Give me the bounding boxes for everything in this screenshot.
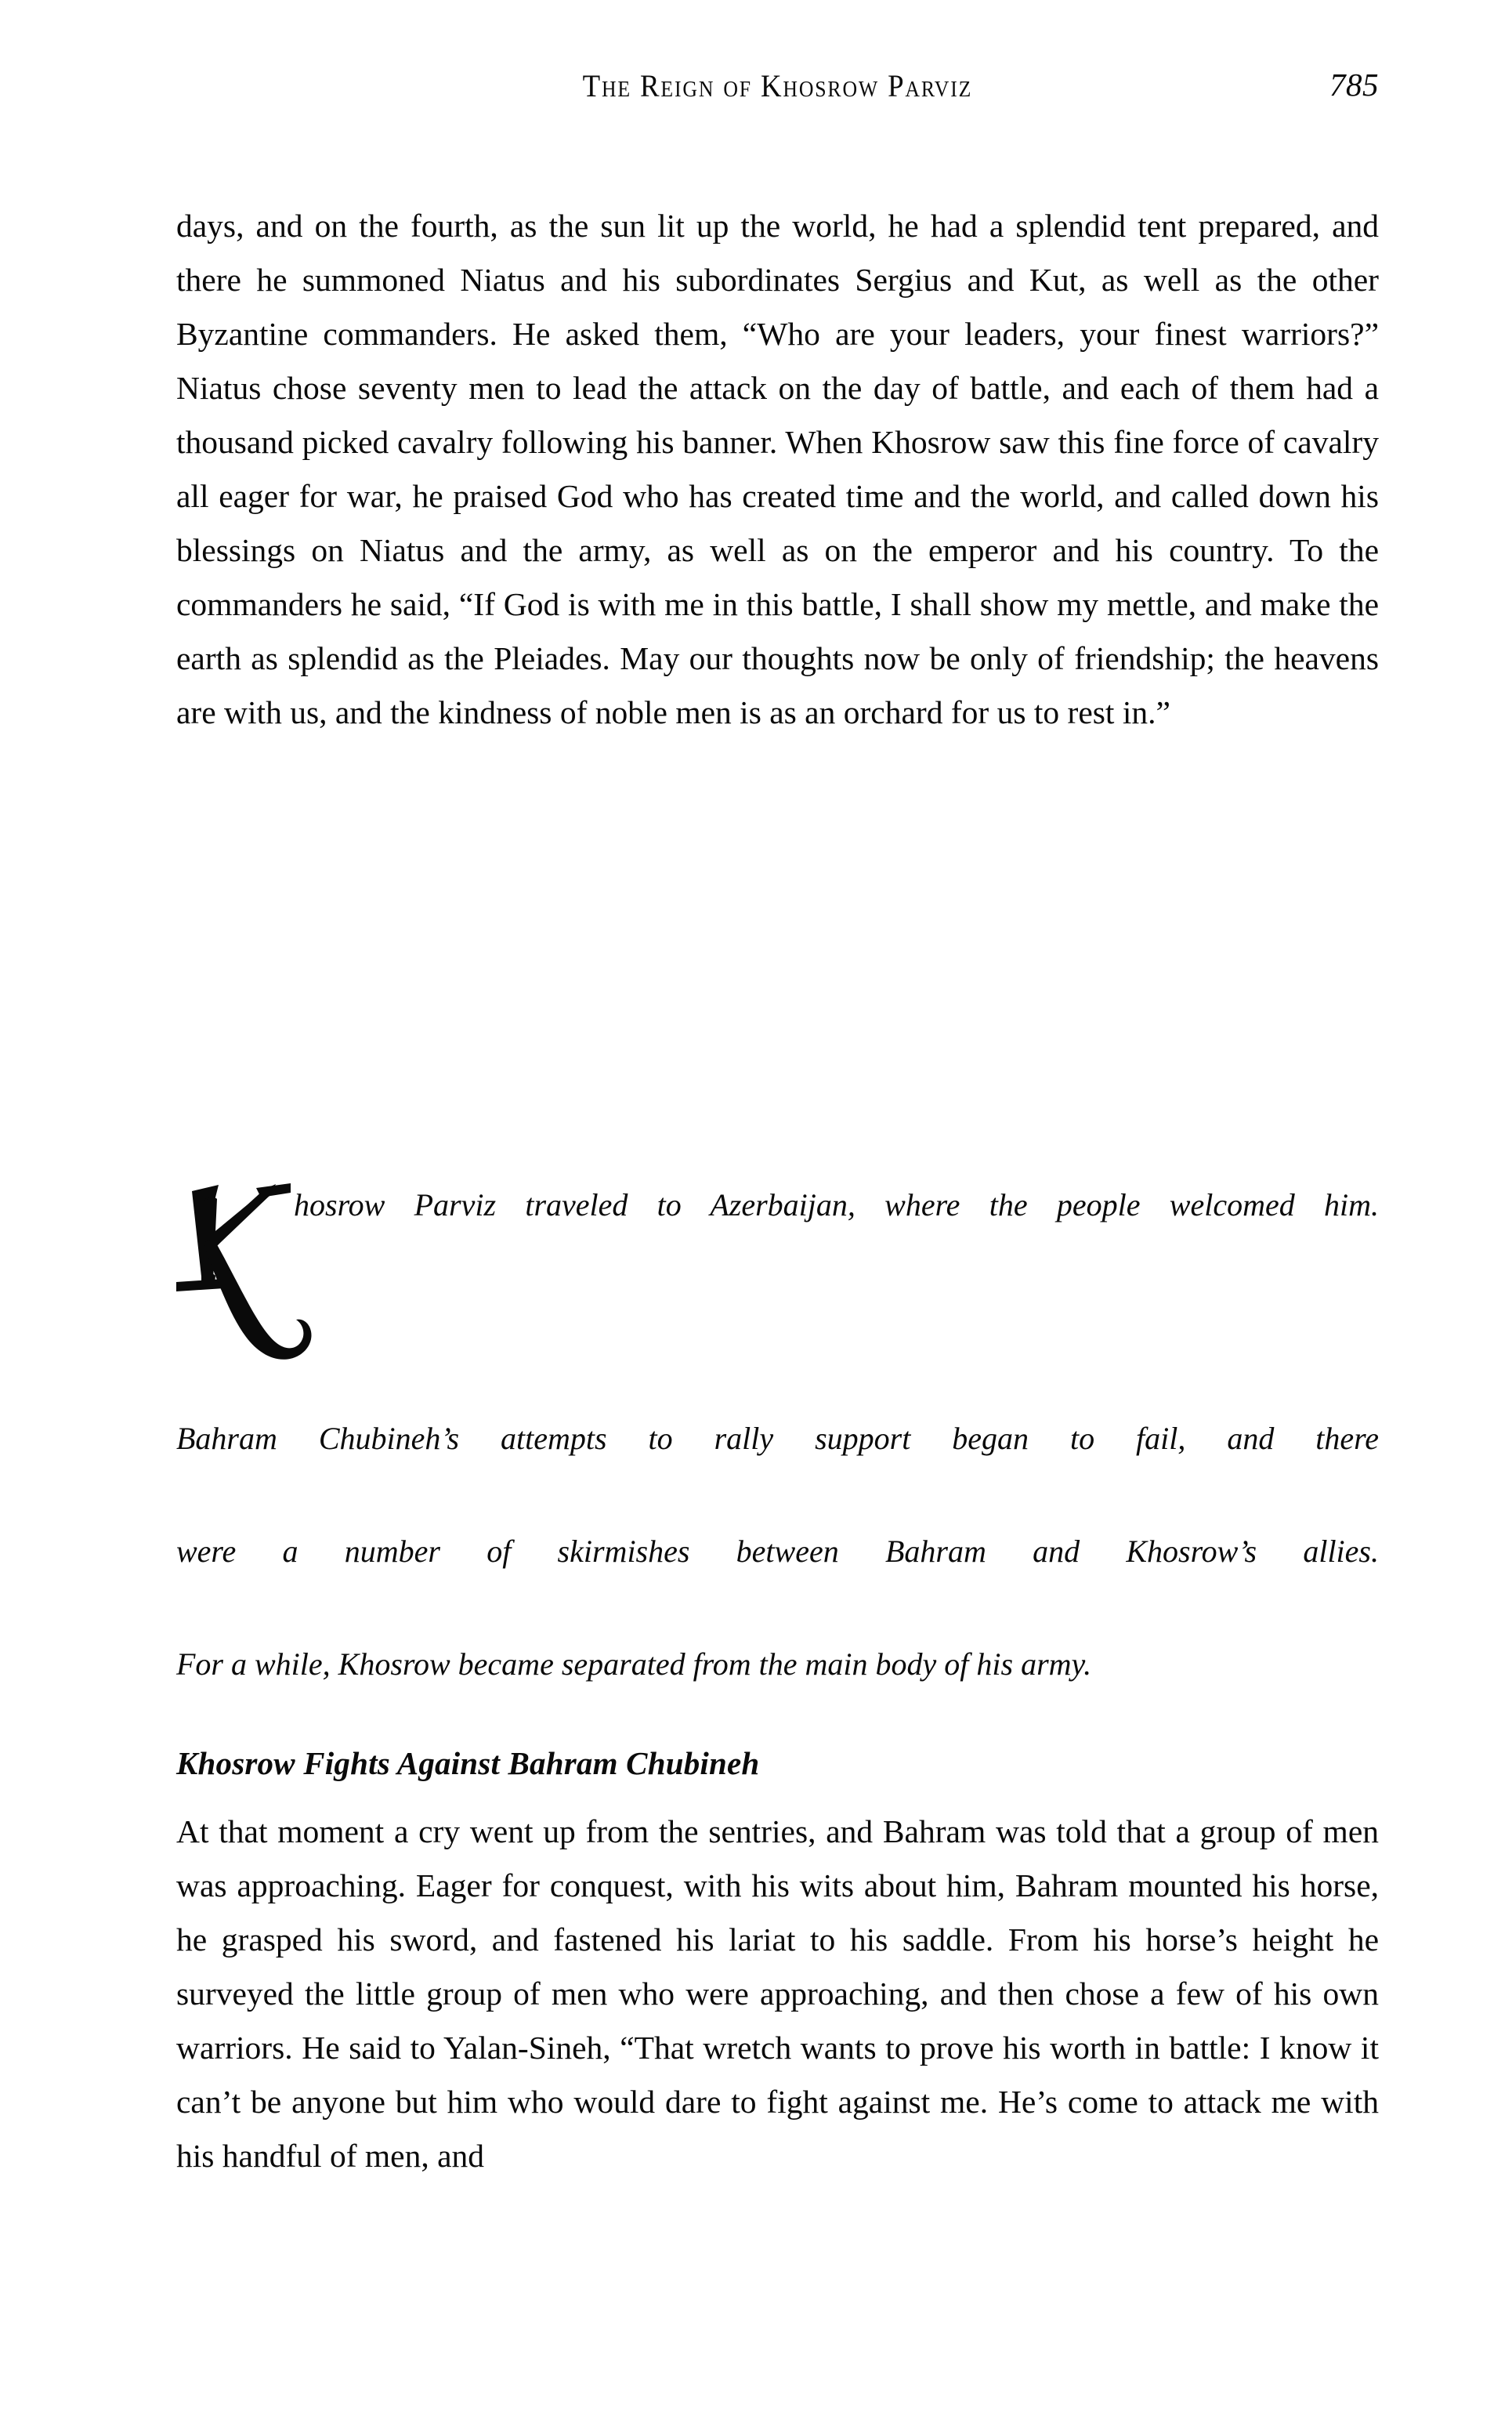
summary-line-2: Bahram Chubineh’s attempts to rally support began to fail, and there [176, 1421, 1379, 1456]
summary-line-1: hosrow Parviz traveled to Azerbaijan, where the people welcomed him. [294, 1187, 1379, 1222]
running-head [176, 67, 1379, 114]
summary-line-3: were a number of skirmishes between Bahram and Khosrow’s allies. [176, 1534, 1379, 1569]
body-paragraph-last: At that moment a cry went up from the sentries, and Bahram was told that a group of men was approaching. Eager for conquest, with his wits about him, Bahram mounted his horse, he grasped his sword, and fastened his lariat to his saddle. From his horse’s height he surveyed the little group of men who were approaching, and then chose a few of his own warriors. He said to Yalan-Sineh, “That wretch wants to prove his worth in battle: I know it can’t be anyone but him who would dare to fight against me. He’s come to attack me with his handful of men, and [176, 1813, 1379, 2174]
section-heading: Khosrow Fights Against Bahram Chubineh [176, 1745, 760, 1781]
summary-line-4: For a while, Khosrow became separated from the main body of his army. [176, 1646, 1092, 1682]
running-head-title: The Reign of Khosrow Parviz [582, 68, 973, 103]
chapter-summary-block [176, 1177, 1379, 1693]
page-number: 785 [1329, 67, 1379, 103]
body-paragraph-first: days, and on the fourth, as the sun lit up the world, he had a splendid tent prepared, and there he summoned Niatus and his subordinates Sergius and Kut, as well as the other Byzantine commanders. He asked them, “Who are your leaders, your finest warriors?” Niatus chose seventy men to lead the attack on the day of battle, and each of them had a thousand picked cavalry following his banner. When Khosrow saw this fine force of cavalry all eager for war, he praised God who has created time and the world, and called down his blessings on Niatus and the army, as well as on the emperor and his country. To the commanders he said, “If God is with me in this battle, I shall show my mettle, and make the earth as splendid as the Pleiades. May our thoughts now be only of friendship; the heavens are with us, and the kindness of noble men is as an orchard for us to rest in.” [176, 208, 1379, 730]
drop-cap-k-icon [176, 1177, 294, 1354]
